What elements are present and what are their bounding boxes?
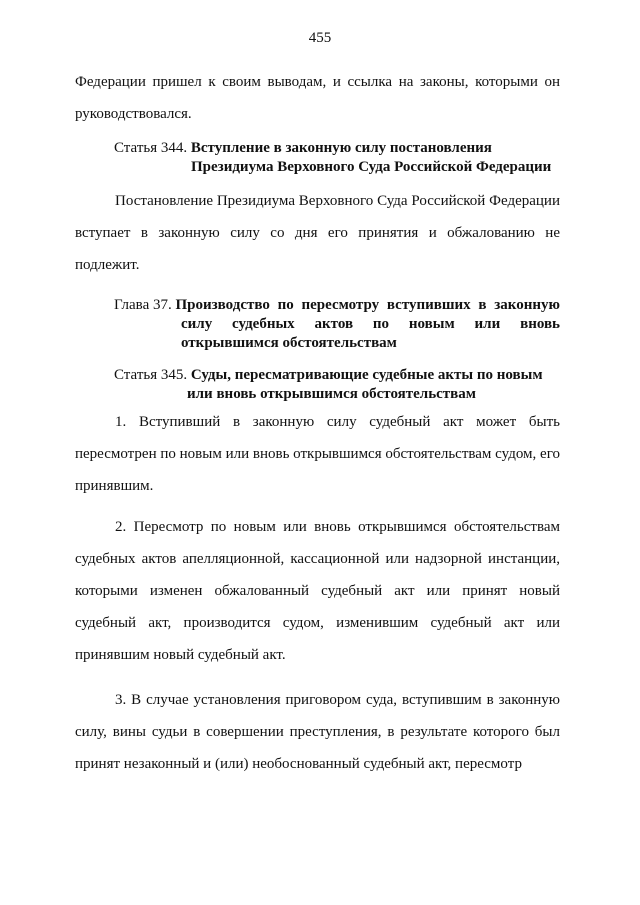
article-344-paragraph: Постановление Президиума Верховного Суда Российской Федерации вступает в законную силу со дня его принятия и обжалованию не подлежит. — [75, 193, 560, 273]
article-345-title-line2: или вновь открывшимся обстоятельствам — [187, 386, 476, 402]
chapter-37-title-line2: силу судебных актов по новым или вновь — [181, 316, 560, 332]
chapter-37-heading — [114, 296, 560, 353]
chapter-37-title-line1: Производство по пересмотру вступивших в законную — [175, 297, 560, 313]
chapter-37-title-line3: открывшимся обстоятельствам — [181, 335, 397, 351]
article-344-title-line1: Вступление в законную силу постановления — [190, 140, 492, 156]
article-344-heading — [114, 139, 551, 177]
chapter-37-label: Глава 37. — [114, 297, 176, 313]
paragraph-continuation: Федерации пришел к своим выводам, и ссылка на законы, которыми он руководствовался. — [75, 74, 560, 122]
article-345-paragraph-3: 3. В случае установления приговором суда, вступившим в законную силу, вины судьи в совершении преступления, в результате которого был принят незаконный и (или) необоснованный судебный акт, пересмотр — [75, 692, 560, 772]
article-345-label: Статья 345. — [114, 367, 191, 383]
article-345-paragraph-1: 1. Вступивший в законную силу судебный акт может быть пересмотрен по новым или вновь открывшимся обстоятельствам судом, его принявшим. — [75, 414, 560, 494]
article-345-title-line1: Суды, пересматривающие судебные акты по новым — [190, 367, 543, 383]
article-345-heading — [114, 366, 543, 404]
article-344-title-line2: Президиума Верховного Суда Российской Федерации — [191, 159, 552, 175]
page-number: 455 — [308, 30, 332, 46]
article-345-paragraph-2: 2. Пересмотр по новым или вновь открывшимся обстоятельствам судебных актов апелляционной, кассационной или надзорной инстанции, которыми изменен обжалованный судебный акт или принят новый судебный акт, производится судом, изменившим судебный акт или принявшим новый судебный акт. — [75, 519, 560, 663]
article-344-label: Статья 344. — [114, 140, 191, 156]
